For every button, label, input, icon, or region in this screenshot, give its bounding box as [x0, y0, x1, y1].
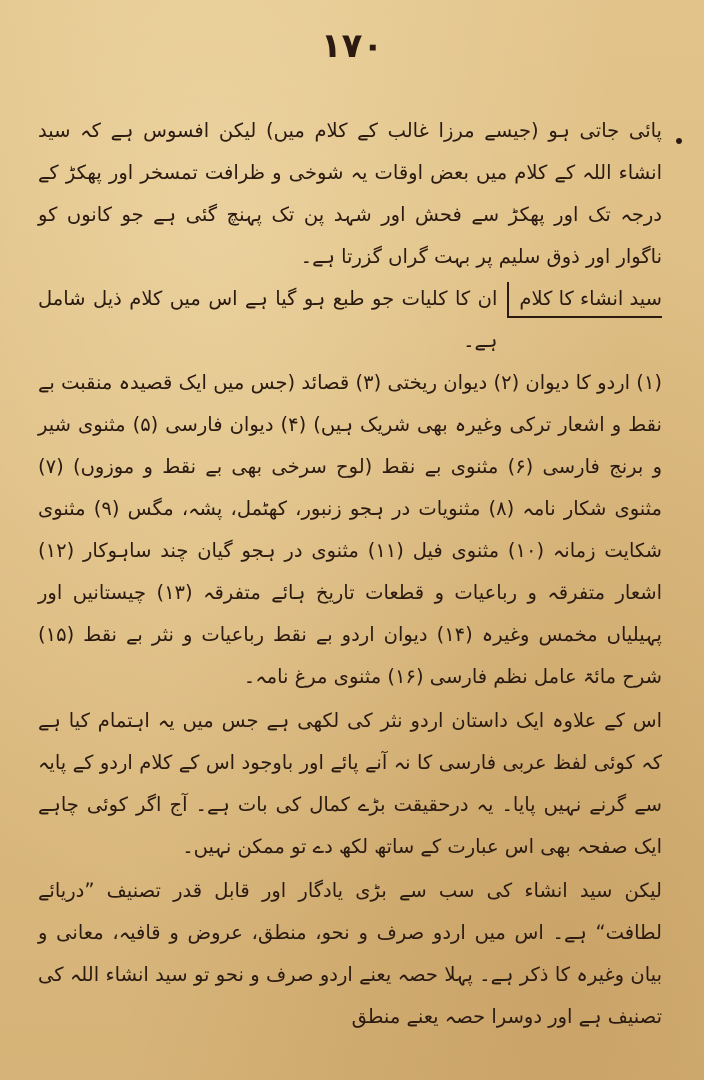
bullet-mark: [676, 138, 682, 144]
works-list: [38, 362, 662, 698]
works-list-text: (۱) اردو کا دیوان (۲) دیوان ریختی (۳) قصائد (جس میں ایک قصیدہ منقبت بے نقط و اشعار ترکی وغیرہ بھی شریک ہیں) (۴) دیوان فارسی (۵) مثنوی شیر و برنج فارسی (۶) مثنوی بے نقط (لوح سرخی بھی بے نقط و موزوں) (۷) مثنوی شکار نامہ (۸) مثنویات در ہجو زنبور، کھٹمل، پشہ، مگس (۹) مثنوی شکایت زمانہ (۱۰) مثنوی فیل (۱۱) مثنوی در ہجو گیان چند ساہوکار (۱۲) اشعار متفرقہ و رباعیات و قطعات تاریخ ہائے متفرقہ (۱۳) چیستانیں اور پہیلیاں مخمس وغیرہ (۱۴) دیوان اردو بے نقط رباعیات و نثر بے نقط (۱۵) شرح مائۃ عامل نظم فارسی (۱۶) مثنوی مرغ نامہ۔: [38, 371, 662, 688]
body-paragraph: اس کے علاوہ ایک داستان اردو نثر کی لکھی ہے جس میں یہ اہتمام کیا ہے کہ کوئی لفظ عربی فارسی کا نہ آنے پائے اور باوجود اس کے کلام اردو کے پایہ سے گرنے نہیں پایا۔ یہ درحقیقت بڑے کمال کی بات ہے۔ آج اگر کوئی چاہے ایک صفحہ بھی اس عبارت کے ساتھ لکھ دے تو ممکن نہیں۔: [38, 709, 662, 858]
section-intro-text: ان کا کلیات جو طبع ہو گیا ہے اس میں کلام ذیل شامل ہے۔: [38, 287, 498, 352]
body-paragraph: لیکن سید انشاء کی سب سے بڑی یادگار اور قابل قدر تصنیف ”دریائے لطافت“ ہے۔ اس میں اردو صرف و نحو، منطق، عروض و قافیہ، معانی و بیان وغیرہ کا ذکر ہے۔ پہلا حصہ یعنے اردو صرف و نحو تو سید انشاء اللہ کی تصنیف ہے اور دوسرا حصہ یعنے منطق: [38, 879, 662, 1028]
section-heading: سید انشاء کا کلام: [507, 282, 662, 318]
page-content: [38, 110, 662, 1038]
intro-paragraph: پائی جاتی ہو (جیسے مرزا غالب کے کلام میں) لیکن افسوس ہے کہ سید انشاء اللہ کے کلام میں بعض اوقات یہ شوخی و ظرافت تمسخر اور پھکڑ کے درجہ تک اور پھکڑ سے فحش اور شہد پن تک پہنچ گئی ہے جو کانوں کو ناگوار اور ذوق سلیم پر بہت گراں گزرتا ہے۔: [38, 119, 662, 268]
page-number: ۱۷۰: [320, 26, 384, 66]
section-line: [38, 278, 662, 362]
